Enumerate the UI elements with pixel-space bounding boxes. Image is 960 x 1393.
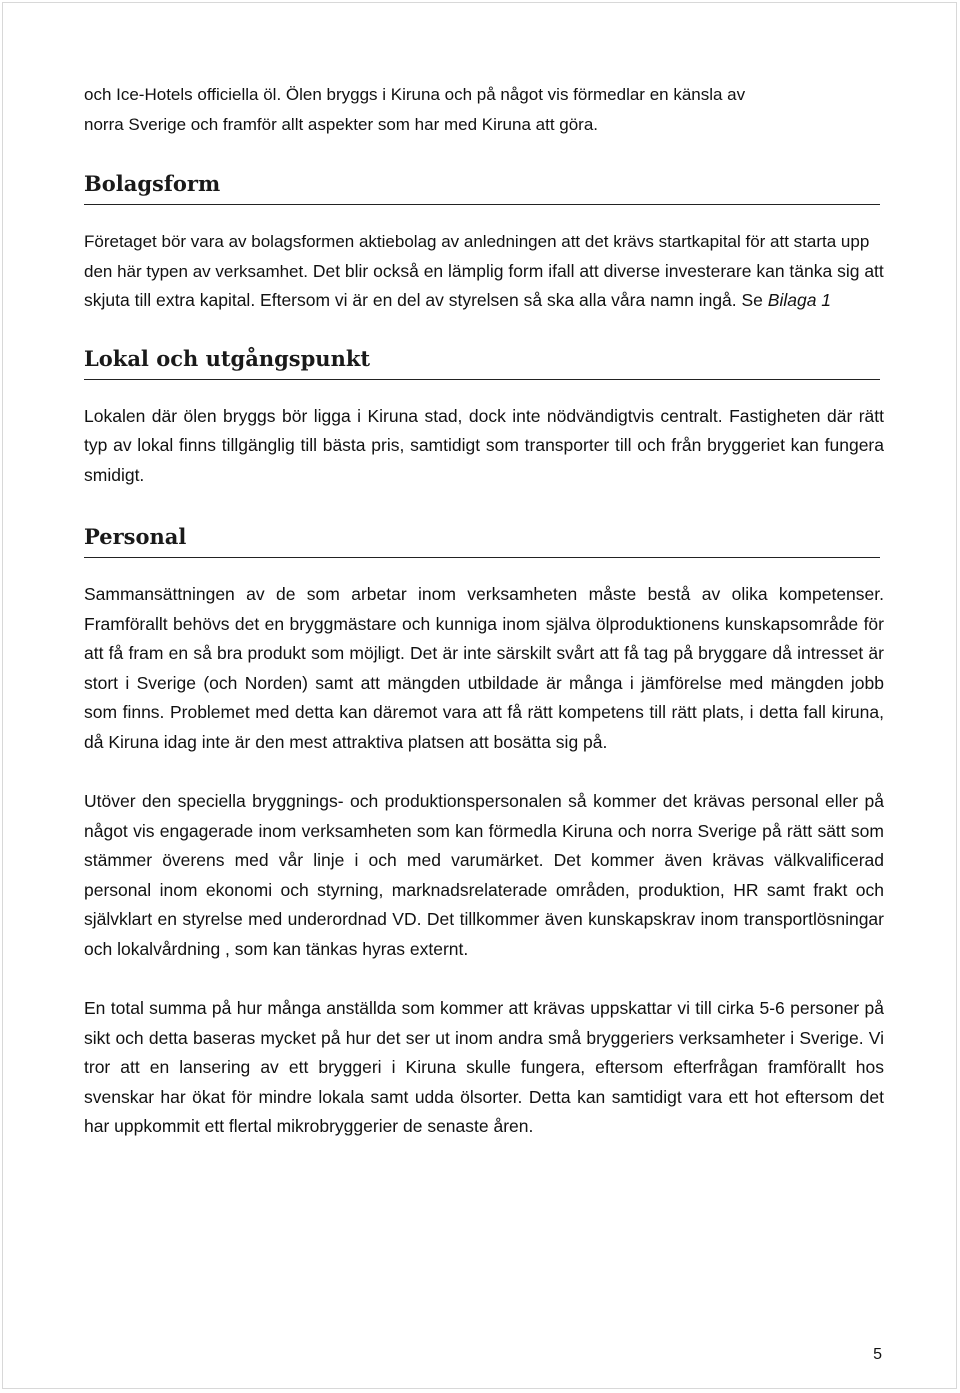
intro-line-2: norra Sverige och framför allt aspekter som har med Kiruna att göra. [84,114,599,134]
document-body [84,80,884,1142]
bolagsform-text-b: Det blir också en lämplig form ifall att diverse investerare kan tänka sig att skjuta till extra kapital. Eftersom vi är en del av styrelsen så ska alla våra namn ingå. Se [84,260,884,310]
bolagsform-paragraph [84,227,884,316]
heading-personal: Personal [84,524,880,558]
intro-line-1: och Ice-Hotels officiella öl. Ölen bryggs i Kiruna och på något vis förmedlar en känsla av [84,85,746,104]
lokal-paragraph: Lokalen där ölen bryggs bör ligga i Kiruna stad, dock inte nödvändigtvis centralt. Fastigheten där rätt typ av lokal finns tillgänglig till bästa pris, samtidigt som transporter till och från bryggeriet kan fungera smidigt. [84,405,884,485]
personal-paragraph-3: En total summa på hur många anställda som kommer att krävas uppskattar vi till cirka 5-6 personer på sikt och detta baseras mycket på hur det ser ut inom andra små bryggeriers verksamheter i Sverige. Vi tror att en lansering av ett bryggeri i Kiruna skulle fungera, eftersom efterfrågan framförallt hos svenskar har ökat för mindre lokala samt udda ölsorter. Detta kan samtidigt vara ett hot eftersom det har uppkommit ett flertal mikrobryggerier de senaste åren. [84,998,884,1136]
bolagsform-text-a: Företaget bör vara av bolagsformen aktiebolag av anledningen att det krävs startkapital för att starta upp den här typen av verksamhet. [84,232,870,281]
heading-bolagsform: Bolagsform [84,171,880,205]
intro-paragraph [84,80,884,139]
heading-lokal: Lokal och utgångspunkt [84,346,880,380]
personal-paragraph-2: Utöver den speciella bryggnings- och produktionspersonalen så kommer det krävas personal eller på något vis engagerade inom verksamheten som kan förmedla Kiruna och norra Sverige på rätt sätt som stämmer överens med vår linje i och med varumärket. Det kommer även krävas välkvalificerad personal inom ekonomi och styrning, marknadsrelaterade områden, produktion, HR samt frakt och självklart en styrelse med underordnad VD. Det tillkommer även kunskapskrav inom transportlösningar och lokalvårdning , som kan tänkas hyras externt. [84,791,884,959]
bilaga-reference: Bilaga 1 [767,290,832,310]
personal-paragraph-1: Sammansättningen av de som arbetar inom verksamheten måste bestå av olika kompetenser. Framförallt behövs det en bryggmästare och kunniga inom själva ölproduktionens kunskapsområde för att få fram en så bra produkt som möjligt. Det är inte särskilt svårt att få tag på bryggare då intresset är stort i Sverige (och Norden) samt att mängden utbildade är många i jämförelse med mängden jobb som finns. Problemet med detta kan däremot vara att få rätt kompetens till rätt plats, i detta fall kiruna, då Kiruna idag inte är den mest attraktiva platsen att bosätta sig på. [84,584,884,752]
page-number: 5 [873,1346,882,1363]
